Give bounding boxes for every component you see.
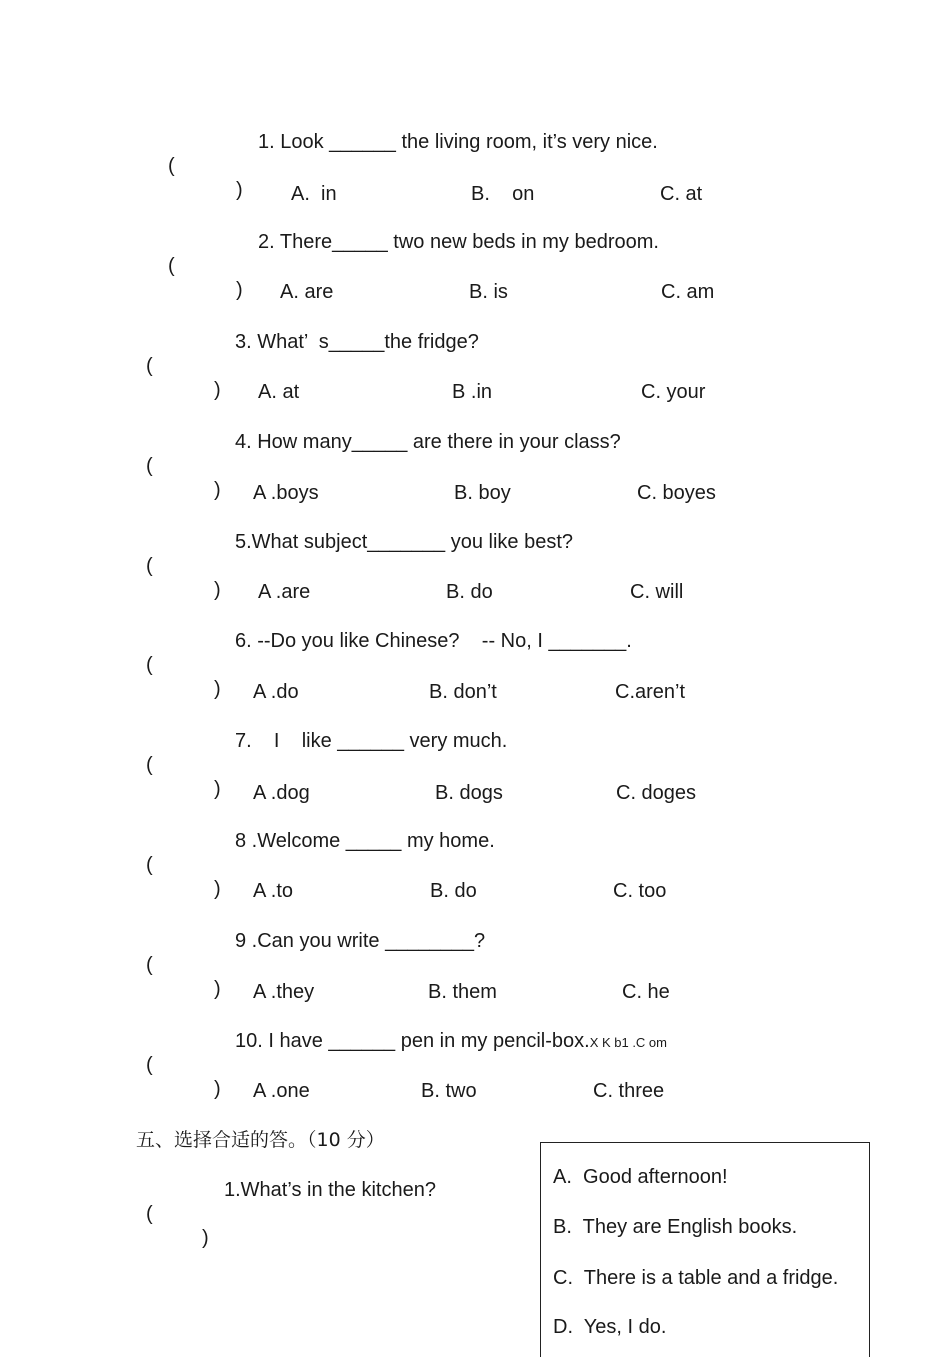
paren-close: ) [214,1078,221,1100]
question-4: 4. How many_____ are there in your class? [235,431,621,453]
question-10-text: 10. I have ______ pen in my pencil-box. [235,1030,590,1052]
answer-blank[interactable] [146,330,221,402]
question-10 [235,1029,667,1055]
watermark-text: X K b1 .C om [589,1035,667,1050]
answer-blank[interactable] [146,1178,209,1250]
box-option-d: D. Yes, I do. [553,1316,667,1338]
option-b: B. two [421,1080,477,1102]
answer-blank[interactable] [146,829,221,901]
option-a: A. at [258,381,300,403]
paren-close: ) [214,678,221,700]
option-b: B. boy [454,482,511,504]
question-7: 7. I like ______ very much. [235,730,508,752]
option-a: A .dog [253,782,310,804]
option-b: B. dogs [435,782,503,804]
option-c: C. at [660,183,703,205]
option-a: A .are [258,581,311,603]
option-c: C.aren’t [615,681,686,703]
paren-close: ) [236,279,243,301]
option-c: C. am [661,281,715,303]
option-b: B. do [430,880,477,902]
paren-open: ( [168,255,175,277]
option-a: A .they [253,981,315,1003]
paren-close: ) [202,1227,209,1249]
box-option-b: B. They are English books. [553,1216,798,1238]
paren-close: ) [236,179,243,201]
section-title: 五、选择合适的答。（10 分） [136,1129,385,1151]
paren-open: ( [146,1203,153,1225]
option-c: C. too [613,880,667,902]
option-a: A .to [253,880,294,902]
paren-open: ( [146,1054,153,1076]
paren-close: ) [214,479,221,501]
option-a: A .one [253,1080,310,1102]
option-b: B. on [471,183,535,205]
paren-open: ( [146,555,153,577]
option-a: A. in [291,183,337,205]
paren-open: ( [146,954,153,976]
option-c: C. will [630,581,684,603]
paren-open: ( [146,455,153,477]
answer-blank[interactable] [146,1029,221,1101]
paren-open: ( [168,155,175,177]
option-c: C. he [622,981,670,1003]
paren-open: ( [146,654,153,676]
question-9: 9 .Can you write ________? [235,930,486,952]
answer-blank[interactable] [146,530,221,602]
answer-blank[interactable] [146,729,221,801]
question-6: 6. --Do you like Chinese? -- No, I _______. [235,630,632,652]
option-b: B. don’t [429,681,497,703]
option-c: C. three [593,1080,665,1102]
box-option-a: A. Good afternoon! [553,1166,728,1188]
paren-close: ) [214,878,221,900]
answer-blank[interactable] [168,230,243,302]
box-option-c: C. There is a table and a fridge. [553,1267,839,1289]
question-5: 5.What subject_______ you like best? [235,531,573,553]
section5-question-1: 1.What’s in the kitchen? [224,1179,436,1201]
option-b: B .in [452,381,493,403]
paren-close: ) [214,579,221,601]
question-8: 8 .Welcome _____ my home. [235,830,495,852]
paren-open: ( [146,854,153,876]
option-b: B. them [428,981,497,1003]
answer-blank[interactable] [146,430,221,502]
paren-close: ) [214,778,221,800]
answer-blank[interactable] [146,929,221,1001]
paren-close: ) [214,978,221,1000]
option-a: A .do [253,681,299,703]
question-2: 2. There_____ two new beds in my bedroom. [258,231,659,253]
option-c: C. doges [616,782,697,804]
question-3: 3. What’ s_____the fridge? [235,331,479,353]
option-a: A. are [280,281,334,303]
option-a: A .boys [253,482,319,504]
option-c: C. your [641,381,706,403]
answer-options-box [540,1142,870,1357]
paren-open: ( [146,355,153,377]
answer-blank[interactable] [168,130,243,202]
paren-open: ( [146,754,153,776]
paren-close: ) [214,379,221,401]
question-1: 1. Look ______ the living room, it’s very nice. [258,131,658,153]
answer-blank[interactable] [146,629,221,701]
option-b: B. do [446,581,493,603]
option-c: C. boyes [637,482,716,504]
option-b: B. is [469,281,508,303]
